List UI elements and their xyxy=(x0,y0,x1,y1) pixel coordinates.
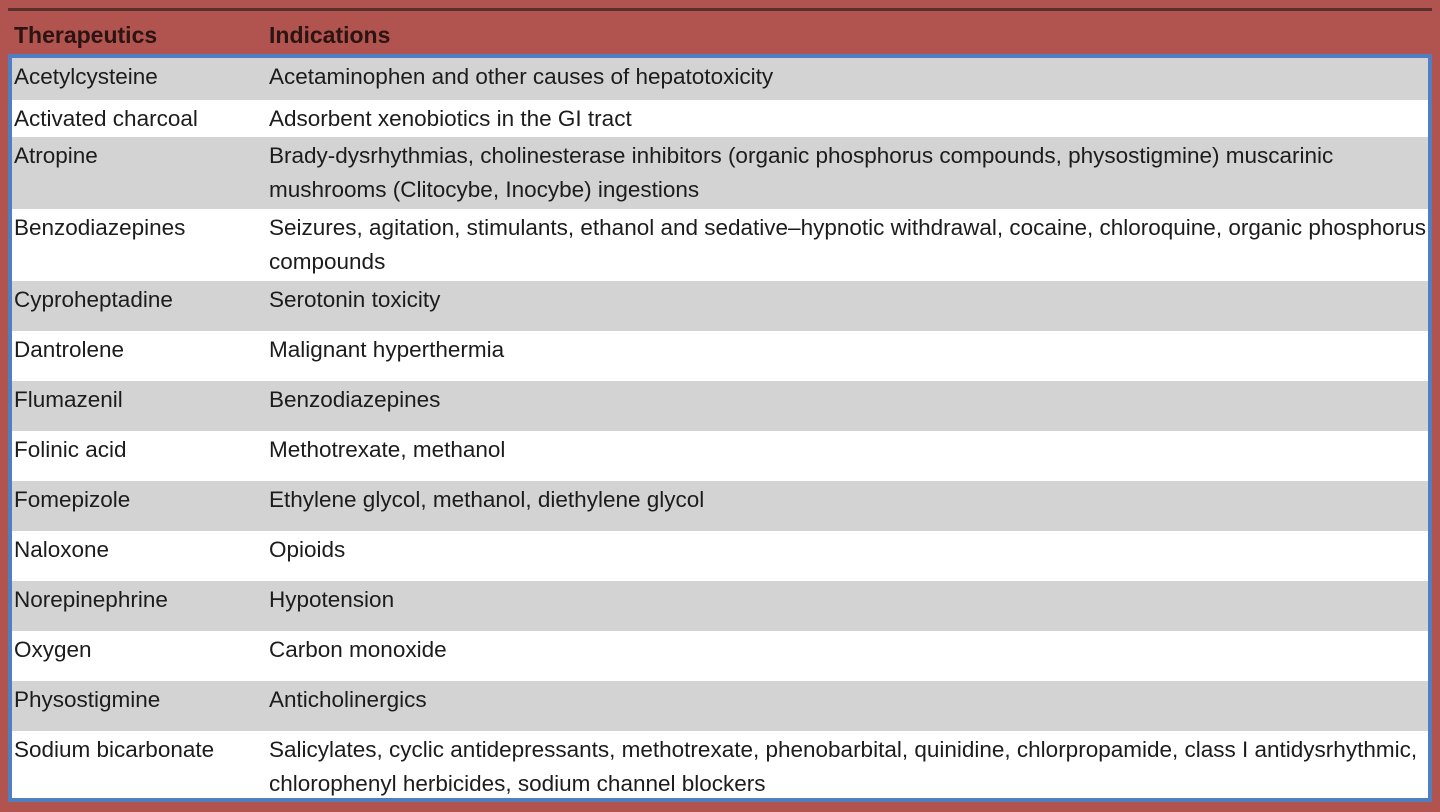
indication-cell: Malignant hyperthermia xyxy=(269,337,505,362)
table-row xyxy=(12,331,1428,381)
indication-cell: Carbon monoxide xyxy=(269,637,447,662)
indication-cell: Salicylates, cyclic antidepressants, methotrexate, phenobarbital, quinidine, chlorpropamide, class I antidysrhythmic, chlorophenyl herbicides, sodium channel blockers xyxy=(269,737,1418,796)
table-row xyxy=(12,431,1428,481)
drug-cell: Fomepizole xyxy=(14,487,131,512)
indication-cell: Brady-dysrhythmias, cholinesterase inhibitors (organic phosphorus compounds, physostigmine) muscarinic mushrooms (Clitocybe, Inocybe) ingestions xyxy=(269,143,1334,202)
indication-cell: Methotrexate, methanol xyxy=(269,437,506,462)
indication-cell: Ethylene glycol, methanol, diethylene glycol xyxy=(269,487,705,512)
drug-cell: Oxygen xyxy=(14,637,92,662)
table-row xyxy=(12,100,1428,137)
indication-cell: Adsorbent xenobiotics in the GI tract xyxy=(269,106,632,131)
top-rule xyxy=(8,8,1432,11)
header-indications: Indications xyxy=(269,22,391,48)
drug-cell: Naloxone xyxy=(14,537,110,562)
table-row xyxy=(12,281,1428,331)
table-row xyxy=(12,137,1428,209)
table-header xyxy=(12,14,1432,54)
table-row xyxy=(12,209,1428,281)
indication-cell: Seizures, agitation, stimulants, ethanol and sedative–hypnotic withdrawal, cocaine, chloroquine, organic phosphorus compounds xyxy=(269,215,1426,274)
indication-cell: Opioids xyxy=(269,537,346,562)
indication-cell: Serotonin toxicity xyxy=(269,287,441,312)
indication-cell: Acetaminophen and other causes of hepatotoxicity xyxy=(269,64,774,89)
indication-cell: Benzodiazepines xyxy=(269,387,441,412)
drug-cell: Norepinephrine xyxy=(14,587,168,612)
table-row xyxy=(12,681,1428,731)
drug-cell: Dantrolene xyxy=(14,337,125,362)
drug-cell: Activated charcoal xyxy=(14,106,198,131)
drug-cell: Benzodiazepines xyxy=(14,215,186,240)
table-row xyxy=(12,381,1428,431)
indication-cell: Anticholinergics xyxy=(269,687,427,712)
drug-cell: Folinic acid xyxy=(14,437,127,462)
drug-cell: Flumazenil xyxy=(14,387,123,412)
drug-cell: Physostigmine xyxy=(14,687,161,712)
drug-cell: Sodium bicarbonate xyxy=(14,737,215,762)
table-row xyxy=(12,481,1428,531)
indication-cell: Hypotension xyxy=(269,587,395,612)
drug-cell: Acetylcysteine xyxy=(14,64,158,89)
table-row xyxy=(12,581,1428,631)
table-row xyxy=(12,58,1428,100)
table-row xyxy=(12,631,1428,681)
drug-cell: Atropine xyxy=(14,143,98,168)
table-row xyxy=(12,531,1428,581)
table-body xyxy=(8,54,1432,802)
table-row xyxy=(12,731,1428,802)
drug-cell: Cyproheptadine xyxy=(14,287,173,312)
header-therapeutics: Therapeutics xyxy=(14,22,158,48)
